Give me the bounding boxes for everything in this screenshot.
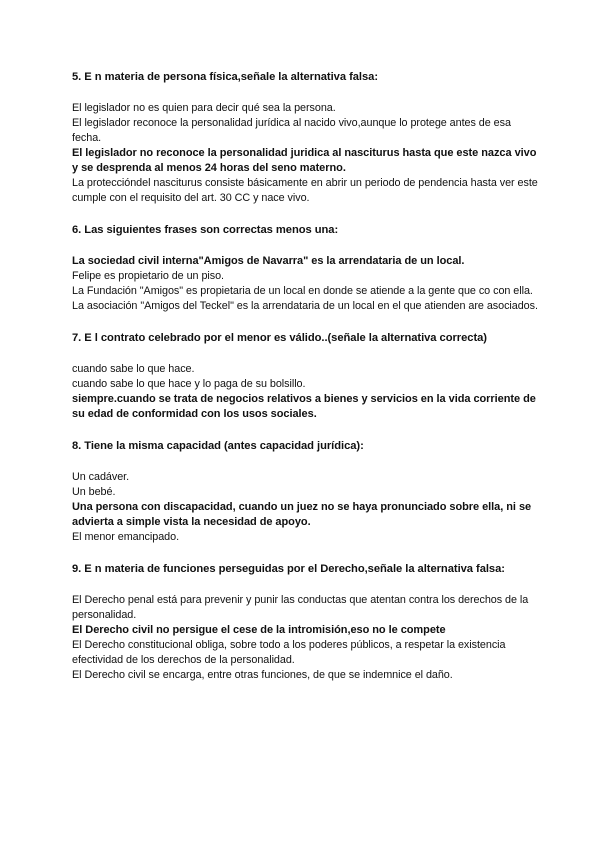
answer-option: La Fundación "Amigos" es propietaria de un local en donde se atiende a la gente que co con ella. <box>72 285 533 297</box>
answer-option: El legislador reconoce la personalidad jurídica al nacido vivo,aunque lo protege antes de esa fecha. <box>72 117 511 144</box>
question-block <box>72 562 542 683</box>
answer-option-highlighted: El Derecho civil no persigue el cese de la intromisión,eso no le compete <box>72 624 446 636</box>
question-block <box>72 439 542 545</box>
answer-option: La proteccióndel nasciturus consiste básicamente en abrir un periodo de pendencia hasta ver este cumple con el requisito del art. 30 CC y nace vivo. <box>72 177 538 204</box>
answer-option-highlighted: El legislador no reconoce la personalidad juridica al nasciturus hasta que este nazca vivo y se desprenda al menos 24 horas del seno materno. <box>72 147 537 174</box>
answer-option: El Derecho civil se encarga, entre otras funciones, de que se indemnice el daño. <box>72 669 453 681</box>
answer-options <box>72 593 542 683</box>
question-title: 9. E n materia de funciones perseguidas por el Derecho,señale la alternativa falsa: <box>72 563 505 575</box>
answer-options <box>72 254 542 314</box>
answer-option: cuando sabe lo que hace. <box>72 363 195 375</box>
answer-options <box>72 362 542 422</box>
answer-option: El Derecho penal está para prevenir y punir las conductas que atentan contra los derechos de la personalidad. <box>72 594 529 621</box>
answer-option-highlighted: Una persona con discapacidad, cuando un juez no se haya pronunciado sobre ella, ni se advierta a simple vista la necesidad de apoyo. <box>72 501 532 528</box>
answer-option: El legislador no es quien para decir qué sea la persona. <box>72 102 336 114</box>
answer-option: El menor emancipado. <box>72 531 180 543</box>
answer-option-highlighted: La sociedad civil interna"Amigos de Navarra" es la arrendataria de un local. <box>72 255 465 267</box>
answer-option: cuando sabe lo que hace y lo paga de su bolsillo. <box>72 378 306 390</box>
question-title: 8. Tiene la misma capacidad (antes capacidad jurídica): <box>72 440 364 452</box>
question-block <box>72 223 542 314</box>
question-title: 7. E l contrato celebrado por el menor es válido..(señale la alternativa correcta) <box>72 332 487 344</box>
answer-option-highlighted: siempre.cuando se trata de negocios relativos a bienes y servicios en la vida corriente de su edad de conformidad con los usos sociales. <box>72 393 536 420</box>
answer-option: Felipe es propietario de un piso. <box>72 270 225 282</box>
answer-options <box>72 101 542 206</box>
question-title: 5. E n materia de persona física,señale la alternativa falsa: <box>72 71 378 83</box>
answer-options <box>72 470 542 545</box>
question-title: 6. Las siguientes frases son correctas menos una: <box>72 224 339 236</box>
question-block <box>72 70 542 206</box>
answer-option: El Derecho constitucional obliga, sobre todo a los poderes públicos, a respetar la existencia efectividad de los derechos de la personalidad. <box>72 639 506 666</box>
quiz-content <box>72 70 542 700</box>
answer-option: Un cadáver. <box>72 471 130 483</box>
question-block <box>72 331 542 422</box>
answer-option: Un bebé. <box>72 486 116 498</box>
answer-option: La asociación "Amigos del Teckel" es la arrendataria de un local en el que atienden are asociados. <box>72 300 538 312</box>
